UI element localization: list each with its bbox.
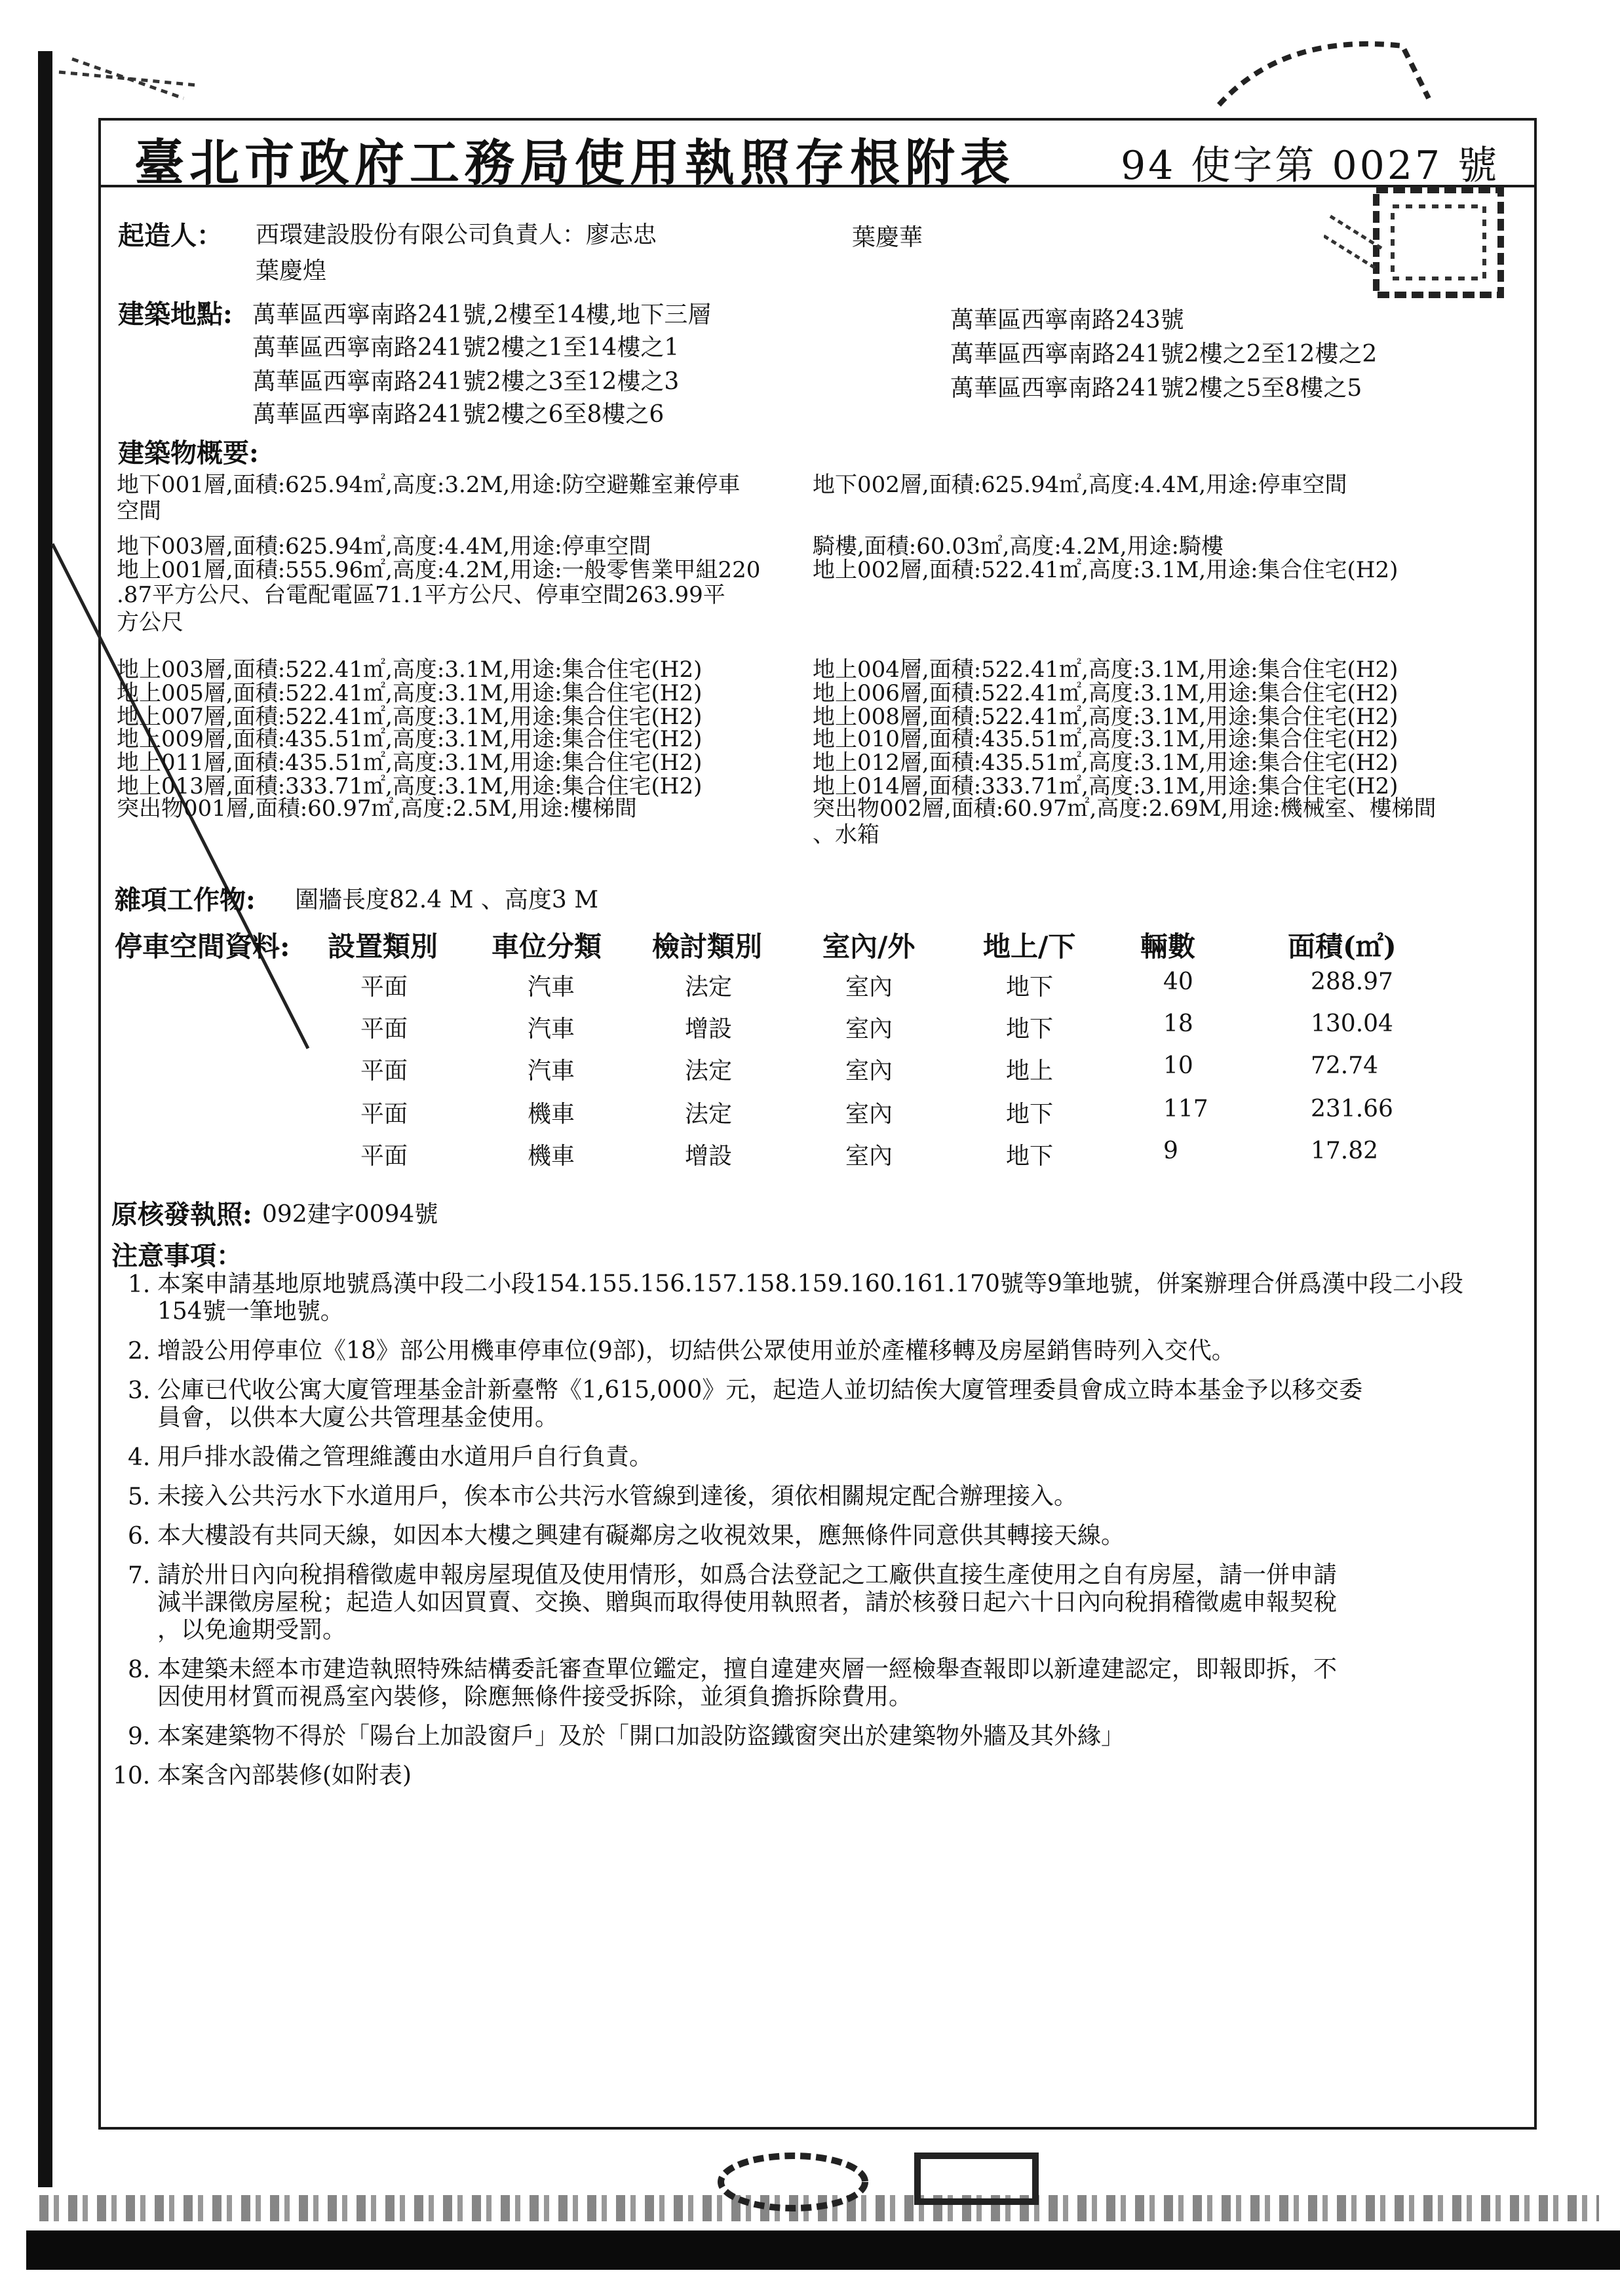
note-number: 9. <box>128 1723 151 1750</box>
overview-row-left: 地上009層,面積:435.51㎡,高度:3.1M,用途:集合住宅(H2) <box>117 726 703 752</box>
parking-cell: 法定 <box>685 1058 733 1084</box>
notes-label: 注意事項： <box>111 1240 242 1271</box>
site-right-3: 萬華區西寧南路241號2樓之5至8樓之5 <box>950 375 1362 402</box>
builder-line1-right: 葉慶華 <box>852 224 923 251</box>
overview-row-left: 地下001層,面積:625.94㎡,高度:3.2M,用途:防空避難室兼停車 <box>117 472 741 498</box>
top-left-mark-icon <box>52 46 210 105</box>
note-number: 5. <box>128 1483 151 1510</box>
parking-cell: 18 <box>1163 1010 1193 1037</box>
parking-cell: 117 <box>1163 1096 1208 1122</box>
parking-cell: 增設 <box>685 1016 733 1043</box>
parking-header-cell: 檢討類別 <box>652 930 763 963</box>
overview-row-left: 地上001層,面積:555.96㎡,高度:4.2M,用途:一般零售業甲組220 <box>117 557 761 583</box>
parking-cell: 平面 <box>360 1143 408 1170</box>
parking-cell: 平面 <box>360 1016 408 1043</box>
overview-row-left: 地下003層,面積:625.94㎡,高度:4.4M,用途:停車空間 <box>117 533 651 560</box>
overview-row-left: 地上005層,面積:522.41㎡,高度:3.1M,用途:集合住宅(H2) <box>117 680 703 706</box>
parking-cell: 10 <box>1163 1052 1193 1079</box>
note-text: 本大樓設有共同天線，如因本大樓之興建有礙鄰房之收視效果，應無條件同意供其轉接天線。 <box>157 1522 1125 1549</box>
builder-line2: 葉慶煌 <box>256 258 327 284</box>
parking-cell: 9 <box>1163 1138 1178 1164</box>
misc-value: 圍牆長度82.4 M 、高度3 M <box>295 887 599 913</box>
overview-row-right: 突出物002層,面積:60.97㎡,高度:2.69M,用途:機械室、樓梯間 <box>813 795 1437 822</box>
note-text: 本案含內部裝修(如附表) <box>157 1762 412 1789</box>
parking-cell: 法定 <box>685 974 733 1001</box>
overview-row-left: 地上007層,面積:522.41㎡,高度:3.1M,用途:集合住宅(H2) <box>117 704 703 730</box>
parking-cell: 288.97 <box>1311 968 1393 995</box>
parking-header-cell: 車位分類 <box>492 930 602 963</box>
note-text: 本案建築物不得於「陽台上加設窗戶」及於「開口加設防盜鐵窗突出於建築物外牆及其外緣」 <box>157 1723 1125 1750</box>
overview-row-right: 地上014層,面積:333.71㎡,高度:3.1M,用途:集合住宅(H2) <box>813 773 1398 799</box>
parking-cell: 130.04 <box>1311 1010 1393 1037</box>
overview-row-right: 地上006層,面積:522.41㎡,高度:3.1M,用途:集合住宅(H2) <box>813 680 1398 706</box>
parking-cell: 17.82 <box>1311 1138 1379 1164</box>
parking-cell: 地下 <box>1006 1016 1054 1043</box>
parking-cell: 地下 <box>1006 1143 1054 1170</box>
permit-number: 94 使字第 0027 號 <box>1121 143 1500 189</box>
note-number: 1. <box>128 1271 151 1298</box>
note-text: 154號一筆地號。 <box>157 1298 344 1325</box>
builder-label: 起造人： <box>118 220 223 251</box>
note-number: 2. <box>128 1338 151 1365</box>
site-right-2: 萬華區西寧南路241號2樓之2至12樓之2 <box>950 341 1378 368</box>
parking-cell: 汽車 <box>528 1058 575 1084</box>
builder-line1: 西環建設股份有限公司負責人：廖志忠 <box>256 221 657 248</box>
parking-cell: 室內 <box>845 1058 893 1084</box>
misc-label: 雜項工作物: <box>115 885 256 915</box>
overview-row-right: 地上004層,面積:522.41㎡,高度:3.1M,用途:集合住宅(H2) <box>813 657 1398 683</box>
overview-row-right: 地上008層,面積:522.41㎡,高度:3.1M,用途:集合住宅(H2) <box>813 704 1398 730</box>
note-number: 10. <box>113 1763 151 1789</box>
overview-row-right: 地上012層,面積:435.51㎡,高度:3.1M,用途:集合住宅(H2) <box>813 750 1398 776</box>
overview-row-right: 地下002層,面積:625.94㎡,高度:4.4M,用途:停車空間 <box>813 472 1347 498</box>
parking-cell: 地下 <box>1006 974 1054 1001</box>
note-number: 8. <box>128 1656 151 1683</box>
note-text: 減半課徵房屋稅；起造人如因買賣、交換、贈與而取得使用執照者，請於核發日起六十日內向稅捐稽徵處申報契稅 <box>157 1589 1338 1616</box>
site-left-4: 萬華區西寧南路241號2樓之6至8樓之6 <box>252 401 665 428</box>
note-text: 員會，以供本大廈公共管理基金使用。 <box>157 1404 559 1431</box>
site-left-2: 萬華區西寧南路241號2樓之1至14樓之1 <box>252 334 680 361</box>
note-text: 請於卅日內向稅捐稽徵處申報房屋現值及使用情形，如爲合法登記之工廠供直接生產使用之自有房屋，請一併申請 <box>157 1561 1338 1588</box>
parking-header-cell: 面積(㎡) <box>1288 930 1397 963</box>
note-number: 3. <box>128 1377 151 1404</box>
overview-row-right: 、水箱 <box>813 822 879 848</box>
note-number: 4. <box>128 1444 151 1471</box>
parking-cell: 室內 <box>845 974 893 1001</box>
note-text: 本案申請基地原地號爲漢中段二小段154.155.156.157.158.159.160.161.170號等9筆地號，併案辦理合併爲漢中段二小段 <box>157 1271 1463 1297</box>
note-text: 公庫已代收公寓大廈管理基金計新臺幣《1,615,000》元，起造人並切結俟大廈管理委員會成立時本基金予以移交委 <box>157 1377 1363 1404</box>
parking-cell: 72.74 <box>1311 1052 1379 1079</box>
overview-row-left: 地上003層,面積:522.41㎡,高度:3.1M,用途:集合住宅(H2) <box>117 657 703 683</box>
note-text: 增設公用停車位《18》部公用機車停車位(9部)，切結供公眾使用並於產權移轉及房屋銷售時列入交代。 <box>157 1337 1235 1364</box>
parking-cell: 機車 <box>528 1101 575 1128</box>
overview-row-left: 突出物001層,面積:60.97㎡,高度:2.5M,用途:樓梯間 <box>117 795 637 822</box>
overview-row-left: 空間 <box>117 498 161 524</box>
overview-row-right: 地上002層,面積:522.41㎡,高度:3.1M,用途:集合住宅(H2) <box>813 557 1398 583</box>
note-text: ，以免逾期受罰。 <box>157 1617 347 1643</box>
parking-cell: 汽車 <box>528 1016 575 1043</box>
parking-header-cell: 輛數 <box>1140 930 1196 963</box>
parking-cell: 機車 <box>528 1143 575 1170</box>
overview-label: 建築物概要: <box>118 438 259 469</box>
parking-cell: 平面 <box>360 1101 408 1128</box>
parking-cell: 地下 <box>1006 1101 1054 1128</box>
note-text: 未接入公共污水下水道用戶，俟本市公共污水管線到達後，須依相關規定配合辦理接入。 <box>157 1483 1078 1510</box>
parking-header-cell: 設置類別 <box>328 930 438 963</box>
note-text: 本建築未經本市建造執照特殊結構委託審查單位鑑定，擅自違建夾層一經檢舉查報即以新違建認定，即報即拆，不 <box>157 1656 1338 1683</box>
parking-cell: 室內 <box>845 1143 893 1170</box>
original-permit-label: 原核發執照: <box>111 1199 252 1230</box>
parking-cell: 地上 <box>1006 1058 1054 1084</box>
parking-cell: 法定 <box>685 1101 733 1128</box>
overview-row-left: 方公尺 <box>117 609 183 636</box>
bottom-stamp-icon <box>708 2143 1049 2221</box>
parking-cell: 室內 <box>845 1101 893 1128</box>
parking-cell: 增設 <box>685 1143 733 1170</box>
parking-cell: 室內 <box>845 1016 893 1043</box>
note-number: 7. <box>128 1562 151 1589</box>
parking-cell: 汽車 <box>528 974 575 1001</box>
site-right-1: 萬華區西寧南路243號 <box>950 307 1184 334</box>
parking-header-cell: 室內/外 <box>822 930 916 963</box>
document-title: 臺北市政府工務局使用執照存根附表 <box>134 134 1015 192</box>
parking-label: 停車空間資料: <box>115 930 290 963</box>
overview-row-left: 地上013層,面積:333.71㎡,高度:3.1M,用途:集合住宅(H2) <box>117 773 703 799</box>
overview-row-left: 地上011層,面積:435.51㎡,高度:3.1M,用途:集合住宅(H2) <box>117 750 703 776</box>
site-label: 建築地點: <box>118 299 233 330</box>
scan-bottom-band <box>26 2230 1620 2270</box>
parking-cell: 40 <box>1163 968 1193 995</box>
site-left-1: 萬華區西寧南路241號,2樓至14樓,地下三層 <box>252 301 712 328</box>
scan-edge-bar <box>38 51 52 2187</box>
note-text: 用戶排水設備之管理維護由水道用戶自行負責。 <box>157 1444 653 1470</box>
note-text: 因使用材質而視爲室內裝修，除應無條件接受拆除，並須負擔拆除費用。 <box>157 1683 913 1710</box>
corner-stamp-icon <box>1206 26 1442 124</box>
note-number: 6. <box>128 1523 151 1550</box>
overview-row-right: 地上010層,面積:435.51㎡,高度:3.1M,用途:集合住宅(H2) <box>813 726 1398 752</box>
parking-cell: 231.66 <box>1311 1096 1393 1122</box>
parking-cell: 平面 <box>360 974 408 1001</box>
site-left-3: 萬華區西寧南路241號2樓之3至12樓之3 <box>252 368 680 395</box>
overview-row-left: .87平方公尺、台電配電區71.1平方公尺、停車空間263.99平 <box>117 582 725 608</box>
overview-row-right: 騎樓,面積:60.03㎡,高度:4.2M,用途:騎樓 <box>813 533 1224 560</box>
parking-cell: 平面 <box>360 1058 408 1084</box>
parking-header-cell: 地上/下 <box>983 930 1076 963</box>
seal-stamp-icon <box>1324 177 1520 308</box>
original-permit-value: 092建字0094號 <box>262 1201 438 1228</box>
